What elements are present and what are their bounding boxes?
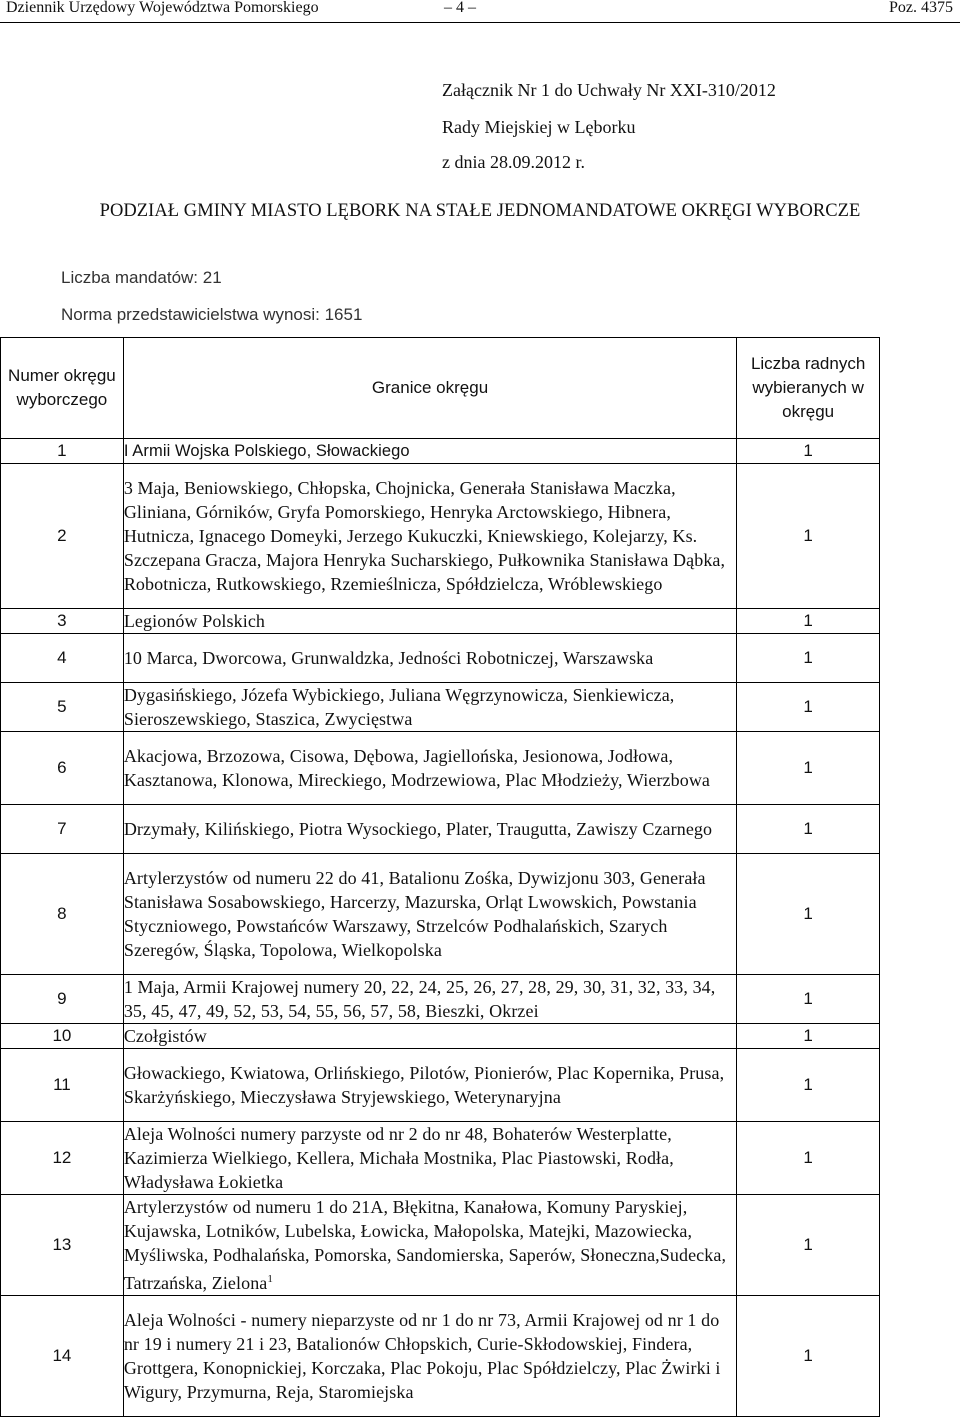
table-row [1,975,880,1024]
district-seats: 1 [737,683,880,732]
table-row [1,732,880,805]
district-boundaries: 10 Marca, Dworcowa, Grunwaldzka, Jedności Robotniczej, Warszawska [123,634,736,683]
footnote-mark: 1 [267,1273,274,1285]
district-seats: 1 [737,609,880,634]
table-row [1,1024,880,1049]
header-boundaries: Granice okręgu [123,338,736,439]
table-row [1,464,880,609]
district-seats: 1 [737,975,880,1024]
districts-table [0,337,880,1417]
district-number: 9 [1,975,124,1024]
table-row [1,1049,880,1122]
district-number: 13 [1,1195,124,1296]
district-seats: 1 [737,464,880,609]
page-number: – 4 – [444,0,476,16]
table-row [1,1122,880,1195]
district-number: 12 [1,1122,124,1195]
district-seats: 1 [737,732,880,805]
table-row [1,609,880,634]
district-number: 14 [1,1296,124,1417]
district-seats: 1 [737,439,880,464]
district-boundaries: Aleja Wolności numery parzyste od nr 2 do nr 48, Bohaterów Westerplatte, Kazimierza Wielkiego, Kellera, Michała Mostnika, Plac Piastowski, Rodła, Władysława Łokietka [123,1122,736,1195]
district-number: 6 [1,732,124,805]
district-boundaries: Aleja Wolności - numery nieparzyste od nr 1 do nr 73, Armii Krajowej od nr 1 do nr 19 i numery 21 i 23, Batalionów Chłopskich, Curie-Skłodowskiej, Findera, Grottgera, Konopnickiej, Korczaka, Plac Pokoju, Plac Spółdzielczy, Plac Żwirki i Wigury, Przymurna, Reja, Staromiejska [123,1296,736,1417]
district-boundaries: 3 Maja, Beniowskiego, Chłopska, Chojnicka, Generała Stanisława Maczka, Gliniana, Górników, Gryfa Pomorskiego, Henryka Arctowskiego, Hibnera, Hutnicza, Ignacego Domeyki, Jerzego Kukuczki, Kniewskiego, Kolejarzy, Ks. Szczepana Gracza, Majora Henryka Sucharskiego, Pułkownika Stanisława Dąbka, Robotnicza, Rutkowskiego, Rzemieślnicza, Spółdzielcza, Wróblewskiego [123,464,736,609]
district-number: 1 [1,439,124,464]
annex-line-3: z dnia 28.09.2012 r. [442,152,585,172]
district-number: 11 [1,1049,124,1122]
running-header [0,0,960,23]
district-boundaries: I Armii Wojska Polskiego, Słowackiego [123,439,736,464]
district-seats: 1 [737,1296,880,1417]
position-number: Poz. 4375 [889,0,953,16]
table-row [1,805,880,854]
district-seats: 1 [737,854,880,975]
journal-name: Dziennik Urzędowy Województwa Pomorskiego [6,0,319,16]
district-number: 2 [1,464,124,609]
table-row [1,854,880,975]
district-boundaries: Drzymały, Kilińskiego, Piotra Wysockiego, Plater, Traugutta, Zawiszy Czarnego [123,805,736,854]
district-boundaries: Akacjowa, Brzozowa, Cisowa, Dębowa, Jagiellońska, Jesionowa, Jodłowa, Kasztanowa, Klonowa, Mireckiego, Modrzewiowa, Plac Młodzieży, Wierzbowa [123,732,736,805]
representation-norm: Norma przedstawicielstwa wynosi: 1651 [61,305,363,324]
district-boundaries: Czołgistów [123,1024,736,1049]
district-seats: 1 [737,1195,880,1296]
annex-line-2: Rady Miejskiej w Lęborku [442,117,636,137]
table-row [1,439,880,464]
table-row [1,1296,880,1417]
district-number: 7 [1,805,124,854]
table-row [1,634,880,683]
district-boundaries: 1 Maja, Armii Krajowej numery 20, 22, 24, 25, 26, 27, 28, 29, 30, 31, 32, 33, 34, 35, 45, 47, 49, 52, 53, 54, 55, 56, 57, 58, Bieszki, Okrzei [123,975,736,1024]
document-title: PODZIAŁ GMINY MIASTO LĘBORK NA STAŁE JEDNOMANDATOWE OKRĘGI WYBORCZE [99,201,861,221]
district-seats: 1 [737,1049,880,1122]
district-number: 4 [1,634,124,683]
district-boundaries: Legionów Polskich [123,609,736,634]
district-boundaries [123,1195,736,1296]
district-boundaries: Głowackiego, Kwiatowa, Orlińskiego, Pilotów, Pionierów, Plac Kopernika, Prusa, Skarżyńskiego, Mieczysława Stryjewskiego, Weterynaryjna [123,1049,736,1122]
district-boundaries-text: Artylerzystów od numeru 1 do 21A, Błękitna, Kanałowa, Komuny Paryskiej, Kujawska, Lotników, Lubelska, Łowicka, Małopolska, Matejki, Mazowiecka, Myśliwska, Podhalańska, Pomorska, Sandomierska, Saperów, Słoneczna,Sudecka, Tatrzańska, Zielona [123,1197,727,1293]
district-seats: 1 [737,805,880,854]
header-number: Numer okręgu wyborczego [1,338,124,439]
district-number: 8 [1,854,124,975]
table-header-row [1,338,880,439]
table-row [1,683,880,732]
annex-line-1: Załącznik Nr 1 do Uchwały Nr XXI-310/2012 [442,80,776,100]
district-seats: 1 [737,634,880,683]
district-boundaries: Dygasińskiego, Józefa Wybickiego, Juliana Węgrzynowicza, Sienkiewicza, Sieroszewskiego, Staszica, Zwycięstwa [123,683,736,732]
table-row [1,1195,880,1296]
mandates-count: Liczba mandatów: 21 [61,268,222,287]
district-boundaries: Artylerzystów od numeru 22 do 41, Batalionu Zośka, Dywizjonu 303, Generała Stanisława Sosabowskiego, Harcerzy, Mazurska, Orląt Lwowskich, Powstania Styczniowego, Powstańców Warszawy, Strzelców Podhalańskich, Szarych Szeregów, Śląska, Topolowa, Wielkopolska [123,854,736,975]
district-number: 5 [1,683,124,732]
district-number: 3 [1,609,124,634]
district-seats: 1 [737,1024,880,1049]
district-number: 10 [1,1024,124,1049]
header-count: Liczba radnych wybieranych w okręgu [737,338,880,439]
district-seats: 1 [737,1122,880,1195]
